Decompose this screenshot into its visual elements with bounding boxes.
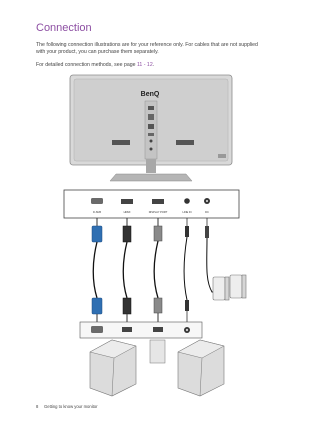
computer-port-panel [80, 322, 202, 338]
port-label-displayport: DISPLAY PORT [148, 211, 168, 214]
audio-cable-icon [184, 218, 189, 322]
hdmi-cable-icon [123, 218, 131, 322]
intro-paragraph: The following connection illustrations are for your reference only. For cables that are not supplied with your product, you can purchase them separately. [36, 42, 258, 56]
port-label-d-sub: D-SUB [92, 211, 102, 214]
d-sub-cable-icon [92, 218, 102, 322]
displayport-cable-icon [154, 218, 162, 322]
port-label-line-in: LINE IN [182, 211, 192, 214]
port-label-hdmi: HDMI [123, 211, 131, 214]
brand-logo: BenQ [140, 91, 160, 98]
page-title: Connection [36, 22, 92, 34]
footer-section-title: Getting to know your monitor [44, 404, 98, 409]
port-label-dc: DC [205, 211, 209, 214]
monitor-back-icon [70, 75, 232, 181]
computer-icon [90, 340, 224, 396]
page-number: 8 [36, 404, 39, 409]
page-reference-link[interactable]: 11 - 12 [136, 62, 153, 68]
detail-suffix: . [152, 62, 155, 68]
port-panel [64, 190, 239, 218]
speakers-icon [213, 275, 246, 300]
detail-prefix: For detailed connection methods, see page [36, 62, 137, 68]
